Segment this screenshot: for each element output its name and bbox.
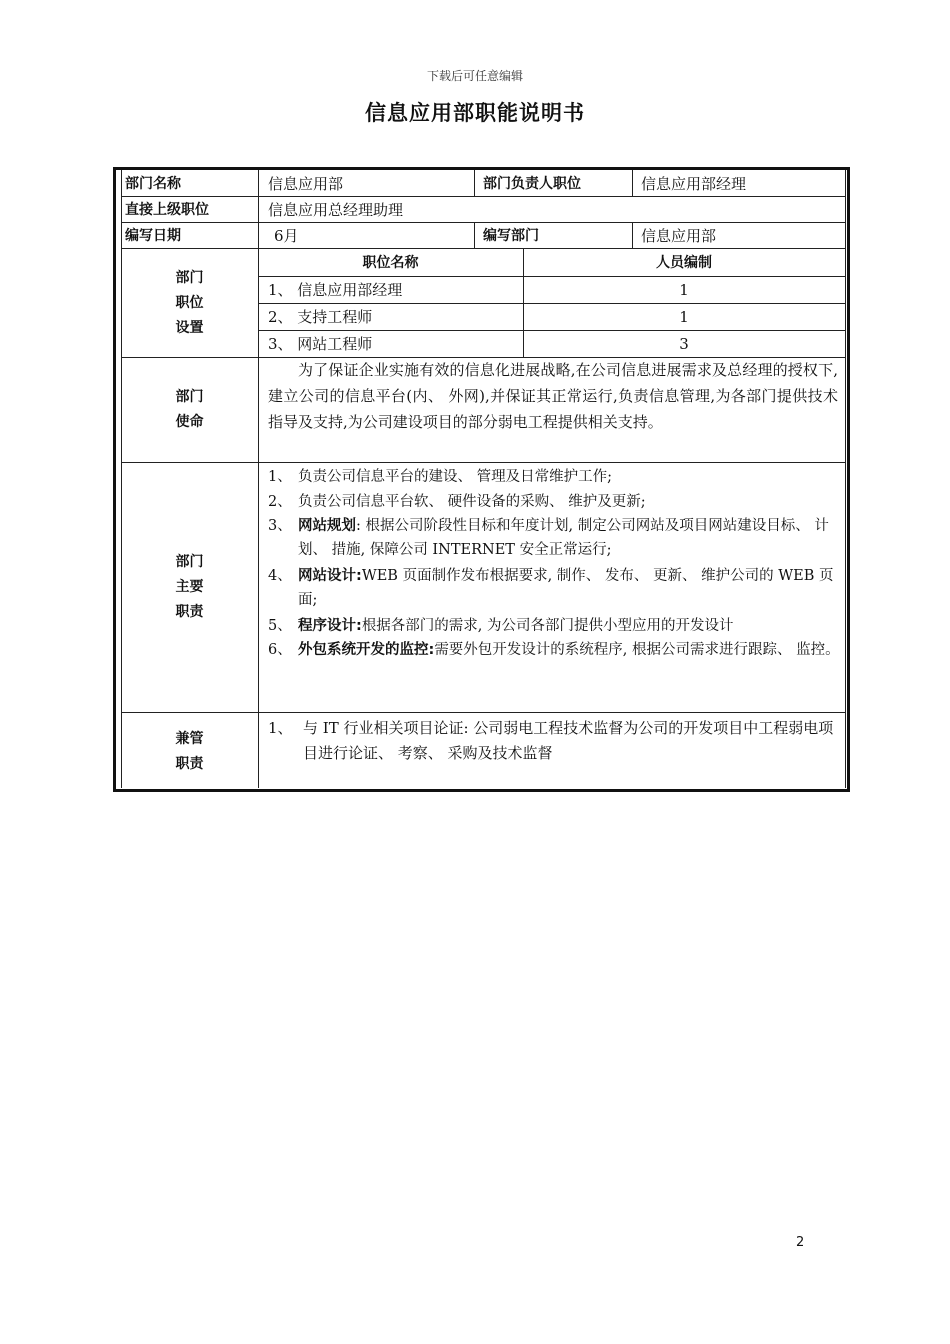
- duty-number: 6、: [268, 642, 292, 658]
- grid-line: [121, 170, 122, 788]
- section-label-line: 职责: [175, 756, 204, 772]
- position-name: 3、 网站工程师: [268, 335, 373, 353]
- section-label-line: 部门: [175, 554, 204, 570]
- position-count: 1: [679, 281, 689, 299]
- grid-line: [258, 276, 845, 277]
- duty-item: [268, 514, 840, 562]
- mission-section-label: [121, 385, 258, 435]
- duty-title: 程序设计:: [298, 618, 362, 634]
- duty-number: 5、: [268, 618, 292, 634]
- grid-line: [474, 170, 475, 196]
- superior-label: 直接上级职位: [125, 202, 209, 218]
- position-name-header: 职位名称: [362, 255, 419, 271]
- concurrent-number: 1、: [268, 719, 293, 737]
- grid-line: [632, 170, 633, 196]
- concurrent-text: 与 IT 行业相关项目论证: 公司弱电工程技术监督为公司的开发项目中工程弱电项目进行论证、 考察、 采购及技术监督: [303, 719, 834, 762]
- duty-number: 3、: [268, 518, 292, 534]
- grid-line: [121, 462, 845, 463]
- author-dept-label: 编写部门: [483, 228, 539, 244]
- position-name: 1、 信息应用部经理: [268, 281, 403, 299]
- author-dept-value: 信息应用部: [641, 227, 717, 245]
- grid-line: [845, 170, 846, 788]
- duties-section-label: [121, 550, 258, 625]
- grid-line: [121, 222, 845, 223]
- grid-line: [121, 196, 845, 197]
- duty-title: 网站规划: [298, 518, 356, 534]
- duty-item: [268, 638, 840, 662]
- duty-text: WEB 页面制作发布根据要求, 制作、 发布、 更新、 维护公司的 WEB 页面;: [298, 568, 834, 608]
- grid-line: [121, 248, 845, 249]
- date-value: 6月: [274, 227, 299, 245]
- position-count: 1: [679, 308, 689, 326]
- headcount-header: 人员编制: [656, 255, 712, 271]
- section-label-line: 主要: [175, 579, 204, 595]
- duty-number: 4、: [268, 568, 292, 584]
- concurrent-section-label: [121, 727, 258, 777]
- duty-text: : 根据公司阶段性目标和年度计划, 制定公司网站及项目网站建设目标、 计划、 措施, 保障公司 INTERNET 安全正常运行;: [298, 518, 829, 558]
- position-name: 2、 支持工程师: [268, 308, 373, 326]
- duty-item: [268, 490, 840, 514]
- section-label-line: 职责: [175, 604, 204, 620]
- duty-number: 2、: [268, 494, 292, 510]
- grid-line: [258, 303, 845, 304]
- superior-value: 信息应用总经理助理: [268, 201, 404, 219]
- duty-item: [268, 564, 840, 612]
- section-label-line: 职位: [175, 295, 204, 311]
- dept-head-value: 信息应用部经理: [641, 175, 747, 193]
- duty-title: 外包系统开发的监控:: [298, 642, 435, 658]
- duty-item: [268, 465, 840, 489]
- dept-name-label: 部门名称: [125, 176, 181, 192]
- grid-line: [121, 712, 845, 713]
- date-label: 编写日期: [125, 228, 181, 244]
- mission-text: 为了保证企业实施有效的信息化进展战略,在公司信息进展需求及总经理的授权下,建立公司的信息平台(内、 外网),并保证其正常运行,负责信息管理,为各部门提供技术指导及支持,为公司建设项目的部分弱电工程提供相关支持。: [268, 361, 838, 431]
- grid-line: [474, 222, 475, 248]
- duty-title: 网站设计:: [298, 568, 362, 584]
- position-count: 3: [679, 335, 689, 353]
- grid-line: [258, 330, 845, 331]
- header-note: 下载后可任意编辑: [426, 69, 523, 83]
- duty-text: 根据各部门的需求, 为公司各部门提供小型应用的开发设计: [361, 618, 734, 634]
- duty-text: 负责公司信息平台软、 硬件设备的采购、 维护及更新;: [298, 494, 646, 510]
- grid-line: [632, 222, 633, 248]
- document-title: 信息应用部职能说明书: [365, 101, 585, 125]
- positions-section-label: [121, 266, 258, 341]
- section-label-line: 部门: [175, 270, 204, 286]
- dept-name-value: 信息应用部: [268, 175, 344, 193]
- concurrent-item: [268, 716, 840, 766]
- section-label-line: 使命: [175, 414, 204, 430]
- dept-head-label: 部门负责人职位: [483, 176, 581, 192]
- section-label-line: 部门: [175, 389, 204, 405]
- section-label-line: 设置: [175, 320, 204, 336]
- page-number: 2: [796, 1235, 805, 1250]
- duty-text: 需要外包开发设计的系统程序, 根据公司需求进行跟踪、 监控。: [434, 642, 840, 658]
- duty-item: [268, 614, 840, 638]
- duty-text: 负责公司信息平台的建设、 管理及日常维护工作;: [298, 469, 612, 485]
- section-label-line: 兼管: [175, 731, 204, 747]
- duty-number: 1、: [268, 469, 292, 485]
